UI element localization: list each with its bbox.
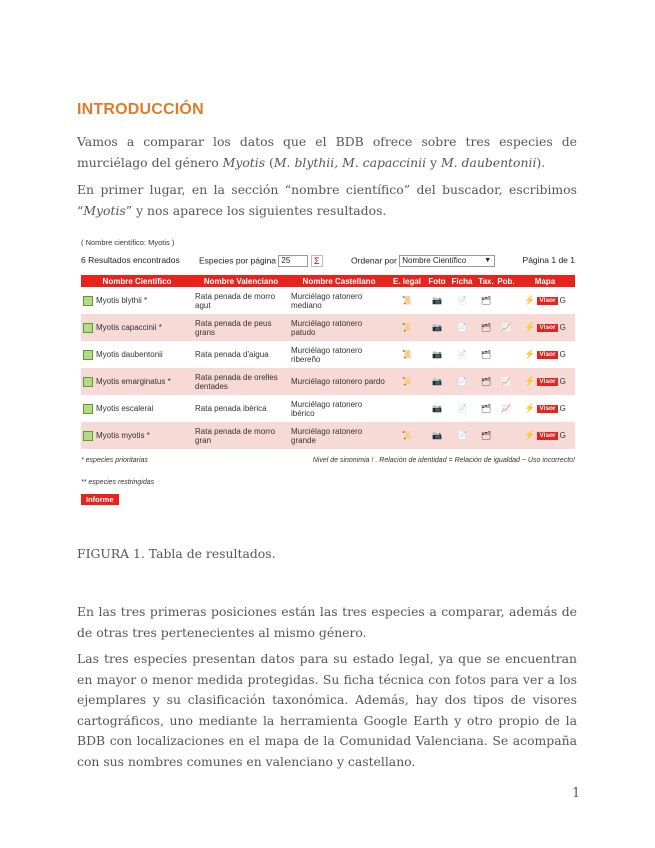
- map-cell: [515, 287, 575, 314]
- legal-status-icon[interactable]: 📜: [402, 296, 412, 305]
- results-controls: [81, 255, 575, 271]
- valencian-name-cell: Rata penada de morro agut: [195, 291, 276, 310]
- spanish-name-cell: Murciélago ratonero mediano: [291, 291, 363, 310]
- spanish-name-cell: Murciélago ratonero grande: [289, 422, 389, 449]
- order-control: [351, 255, 495, 267]
- col-header[interactable]: Nombre Valenciano: [193, 275, 289, 287]
- search-paragraph: En primer lugar, en la sección “nombre científico” del buscador, escribimos “Myotis” y nos aparece los siguientes resultados.: [77, 182, 577, 218]
- order-label: Ordenar por: [351, 255, 397, 266]
- map-cell: [515, 341, 575, 368]
- map-marker-icon[interactable]: ⚡: [524, 349, 536, 359]
- datasheet-icon[interactable]: 📄: [449, 422, 475, 449]
- species-icon: [83, 323, 93, 333]
- col-header[interactable]: E. legal: [389, 275, 425, 287]
- map-marker-icon[interactable]: ⚡: [524, 322, 536, 332]
- sci-name-cell[interactable]: Myotis escalerai: [81, 395, 193, 422]
- table-row: [81, 422, 575, 449]
- valencian-name-cell: Rata penada de peus grans: [193, 314, 289, 341]
- map-cell: [515, 368, 575, 395]
- page-indicator: Página 1 de 1: [522, 255, 575, 265]
- description-paragraph: Las tres especies presentan datos para su estado legal, ya que se encuentran en mayor o menor medida protegidas. Su ficha técnica con fotos para ver a los ejemplares y su clasificación taxonómica. Además, hay dos tipos de visores cartográficos, uno mediante la herramienta Google Earth y otro propio de la BDB con localizaciones en el mapa de la Comunidad Valenciana. Se acompaña con sus nombres comunes en valenciano y castellano.: [77, 651, 577, 769]
- valencian-name-cell: Rata penada d'aigua: [195, 350, 269, 359]
- map-cell: [515, 395, 575, 422]
- population-icon[interactable]: 📈: [497, 314, 515, 341]
- col-header[interactable]: Mapa: [515, 275, 575, 287]
- google-earth-link[interactable]: G: [559, 296, 566, 305]
- legal-status-icon[interactable]: 📜: [402, 350, 412, 359]
- legal-status-icon[interactable]: [389, 395, 425, 422]
- map-marker-icon[interactable]: ⚡: [524, 430, 536, 440]
- restricted-note: ** especies restringidas: [81, 479, 155, 486]
- map-marker-icon[interactable]: ⚡: [524, 295, 536, 305]
- sci-name-cell[interactable]: Myotis daubentonii: [81, 341, 193, 368]
- valencian-name-cell: Rata penada ibèrica: [195, 404, 267, 413]
- search-term-label: ( Nombre científico: Myotis ): [81, 238, 175, 247]
- spanish-name-cell: Murciélago ratonero pardo: [289, 368, 389, 395]
- sigma-icon[interactable]: Σ: [311, 255, 323, 267]
- table-row: [81, 368, 575, 395]
- population-icon[interactable]: [497, 422, 515, 449]
- datasheet-icon[interactable]: 📄: [457, 350, 467, 359]
- photo-icon[interactable]: 📷: [425, 314, 449, 341]
- datasheet-icon[interactable]: 📄: [457, 296, 467, 305]
- photo-icon[interactable]: 📷: [425, 422, 449, 449]
- population-icon[interactable]: 📈: [497, 368, 515, 395]
- legal-status-icon[interactable]: 📜: [389, 422, 425, 449]
- taxonomy-icon[interactable]: 🗂: [475, 368, 497, 395]
- results-count: 6 Resultados encontrados: [81, 255, 180, 265]
- datasheet-icon[interactable]: 📄: [449, 314, 475, 341]
- table-row: [81, 287, 575, 314]
- sci-name-cell[interactable]: Myotis capaccinii *: [81, 314, 193, 341]
- photo-icon[interactable]: 📷: [432, 296, 442, 305]
- taxonomy-icon[interactable]: 🗂: [475, 422, 497, 449]
- page-number: 1: [572, 786, 581, 801]
- results-figure: [81, 238, 575, 507]
- google-earth-link[interactable]: G: [559, 323, 566, 332]
- photo-icon[interactable]: 📷: [425, 368, 449, 395]
- table-row: [81, 395, 575, 422]
- map-marker-icon[interactable]: ⚡: [524, 376, 536, 386]
- taxonomy-icon[interactable]: 🗂: [475, 314, 497, 341]
- informe-button[interactable]: Informe: [81, 494, 119, 505]
- valencian-name-cell: Rata penada de orelles dentades: [193, 368, 289, 395]
- legend: [81, 457, 575, 471]
- visor-button[interactable]: Visor: [539, 350, 556, 358]
- google-earth-link[interactable]: G: [559, 431, 566, 440]
- sci-name-cell[interactable]: Myotis emarginatus *: [81, 368, 193, 395]
- spanish-name-cell: Murciélago ratonero patudo: [289, 314, 389, 341]
- order-select[interactable]: Nombre Científico ▼: [399, 255, 495, 267]
- col-header[interactable]: Ficha: [449, 275, 475, 287]
- visor-button[interactable]: Visor: [539, 296, 556, 304]
- per-page-control: [199, 255, 323, 267]
- map-marker-icon[interactable]: ⚡: [524, 403, 536, 413]
- table-header: [81, 275, 575, 287]
- section-heading: INTRODUCCIÓN: [77, 101, 204, 118]
- visor-button[interactable]: Visor: [539, 431, 556, 439]
- datasheet-icon[interactable]: 📄: [449, 368, 475, 395]
- species-icon: [83, 377, 93, 387]
- map-cell: [515, 422, 575, 449]
- visor-button[interactable]: Visor: [539, 377, 556, 385]
- visor-button[interactable]: Visor: [539, 323, 556, 331]
- col-header[interactable]: Foto: [425, 275, 449, 287]
- taxonomy-icon[interactable]: 🗂: [480, 350, 492, 359]
- col-header[interactable]: Nombre Castellano: [289, 275, 389, 287]
- legal-status-icon[interactable]: 📜: [389, 314, 425, 341]
- map-cell: [515, 314, 575, 341]
- sci-name-cell[interactable]: Myotis myotis *: [81, 422, 193, 449]
- species-icon: [83, 431, 93, 441]
- results-table: [81, 275, 575, 449]
- species-icon: [83, 296, 93, 306]
- population-icon[interactable]: 📈: [501, 404, 511, 413]
- photo-icon[interactable]: 📷: [432, 404, 442, 413]
- google-earth-link[interactable]: G: [559, 404, 566, 413]
- google-earth-link[interactable]: G: [559, 377, 566, 386]
- positions-paragraph: En las tres primeras posiciones están las tres especies a comparar, además de de otras tres pertenecientes al mismo género.: [77, 604, 577, 640]
- legal-status-icon[interactable]: 📜: [389, 368, 425, 395]
- col-header[interactable]: Tax.: [475, 275, 497, 287]
- valencian-name-cell: Rata penada de morro gran: [193, 422, 289, 449]
- col-header[interactable]: Pob.: [497, 276, 515, 286]
- intro-paragraph: Vamos a comparar los datos que el BDB ofrece sobre tres especies de murciélago del género Myotis (M. blythii, M. capaccinii y M. daubentonii).: [77, 134, 577, 170]
- spanish-name-cell: Murciélago ratonero ribereño: [291, 345, 363, 364]
- per-page-input[interactable]: 25: [278, 255, 308, 267]
- population-icon[interactable]: [497, 341, 515, 368]
- species-icon: [83, 350, 93, 360]
- population-icon[interactable]: [497, 287, 515, 314]
- taxonomy-icon[interactable]: 🗂: [480, 296, 492, 305]
- spanish-name-cell: Murciélago ratonero ibérico: [291, 399, 363, 418]
- visor-button[interactable]: Visor: [539, 404, 556, 412]
- sci-name-cell[interactable]: Myotis blythii *: [81, 287, 193, 314]
- taxonomy-icon[interactable]: 🗂: [480, 404, 492, 413]
- photo-icon[interactable]: 📷: [432, 350, 442, 359]
- figure-caption: FIGURA 1. Tabla de resultados.: [77, 546, 276, 561]
- synonymy-note: Nivel de sinonimia ! . Relación de identidad = Relación de igualdad ~ Uso incorrecto!: [312, 457, 575, 464]
- table-row: [81, 314, 575, 341]
- google-earth-link[interactable]: G: [559, 350, 566, 359]
- per-page-label: Especies por página: [199, 255, 277, 266]
- col-header[interactable]: Nombre Científico: [81, 275, 193, 287]
- priority-note: * especies prioritarias: [81, 457, 148, 464]
- chevron-down-icon: ▼: [484, 257, 492, 264]
- species-icon: [83, 404, 93, 414]
- table-row: [81, 341, 575, 368]
- datasheet-icon[interactable]: 📄: [457, 404, 467, 413]
